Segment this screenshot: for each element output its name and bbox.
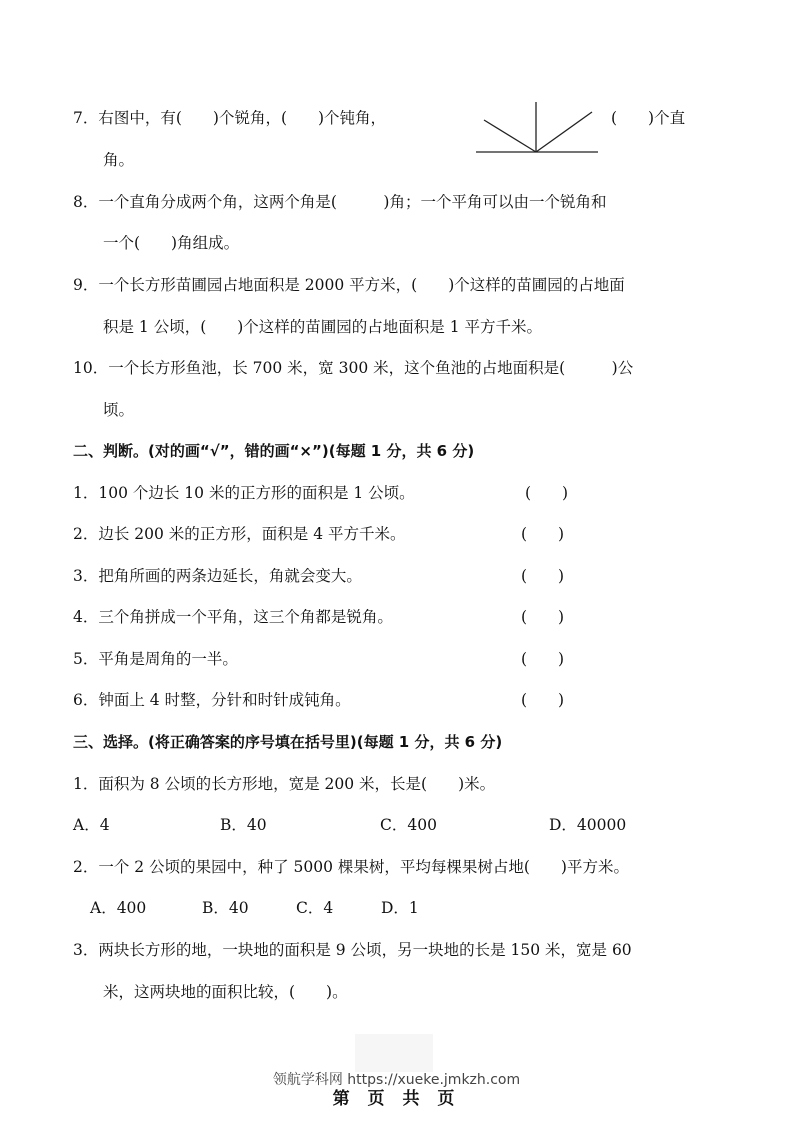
watermark-text: 领航学科网 https://xueke.jmkzh.com	[272, 1072, 521, 1088]
judge-blank-5: ( )	[521, 650, 565, 668]
choice-q1-option-b: B．40	[220, 816, 267, 834]
q10-line1: 10．一个长方形鱼池，长 700 米，宽 300 米，这个鱼池的占地面积是( )公	[73, 359, 634, 377]
q7-line1: 7．右图中，有( )个锐角，( )个钝角，	[73, 109, 387, 127]
choice-q2: 2．一个 2 公顷的果园中，种了 5000 棵果树，平均每棵果树占地( )平方米。	[73, 858, 629, 876]
choice-q1-option-d: D．40000	[549, 816, 627, 834]
judge-item-5: 5．平角是周角的一半。	[73, 650, 238, 668]
choice-q1-option-c: C．400	[380, 816, 437, 834]
choice-q2-option-c: C．4	[296, 899, 334, 917]
judge-item-1: 1．100 个边长 10 米的正方形的面积是 1 公顷。	[73, 484, 415, 502]
section2-heading: 二、判断。(对的画“√”，错的画“×”)(每题 1 分，共 6 分)	[73, 442, 475, 460]
judge-item-6: 6．钟面上 4 时整，分针和时针成钝角。	[73, 691, 351, 709]
angle-ray-right	[536, 112, 592, 152]
q9-line1: 9．一个长方形苗圃园占地面积是 2000 平方米，( )个这样的苗圃园的占地面	[73, 276, 625, 294]
choice-q2-option-b: B．40	[202, 899, 249, 917]
judge-blank-2: ( )	[521, 525, 565, 543]
page-number-footer: 第 页 共 页	[332, 1089, 461, 1109]
angle-ray-left	[484, 120, 536, 152]
judge-blank-1: ( )	[525, 484, 569, 502]
choice-q2-option-a: A．400	[90, 899, 147, 917]
choice-q3-line1: 3．两块长方形的地，一块地的面积是 9 公顷，另一块地的长是 150 米，宽是 60	[73, 941, 632, 959]
q10-line2: 顷。	[103, 401, 135, 419]
judge-blank-3: ( )	[521, 567, 565, 585]
page-stamp-shadow	[355, 1034, 433, 1072]
choice-q3-line2: 米，这两块地的面积比较，( )。	[103, 983, 348, 1001]
q9-line2: 积是 1 公顷，( )个这样的苗圃园的占地面积是 1 平方千米。	[103, 318, 543, 336]
judge-item-2: 2．边长 200 米的正方形，面积是 4 平方千米。	[73, 525, 406, 543]
judge-item-4: 4．三个角拼成一个平角，这三个角都是锐角。	[73, 608, 393, 626]
q7-line1-right: ( )个直	[611, 109, 686, 127]
judge-blank-6: ( )	[521, 691, 565, 709]
q8-line2: 一个( )角组成。	[103, 234, 240, 252]
section3-heading: 三、选择。(将正确答案的序号填在括号里)(每题 1 分，共 6 分)	[73, 733, 503, 751]
q8-line1: 8．一个直角分成两个角，这两个角是( )角；一个平角可以由一个锐角和	[73, 193, 607, 211]
choice-q2-option-d: D．1	[381, 899, 419, 917]
q7-line2: 角。	[103, 151, 135, 169]
angle-figure	[476, 100, 600, 156]
judge-blank-4: ( )	[521, 608, 565, 626]
choice-q1: 1．面积为 8 公顷的长方形地，宽是 200 米，长是( )米。	[73, 775, 496, 793]
judge-item-3: 3．把角所画的两条边延长，角就会变大。	[73, 567, 362, 585]
choice-q1-option-a: A．4	[73, 816, 110, 834]
